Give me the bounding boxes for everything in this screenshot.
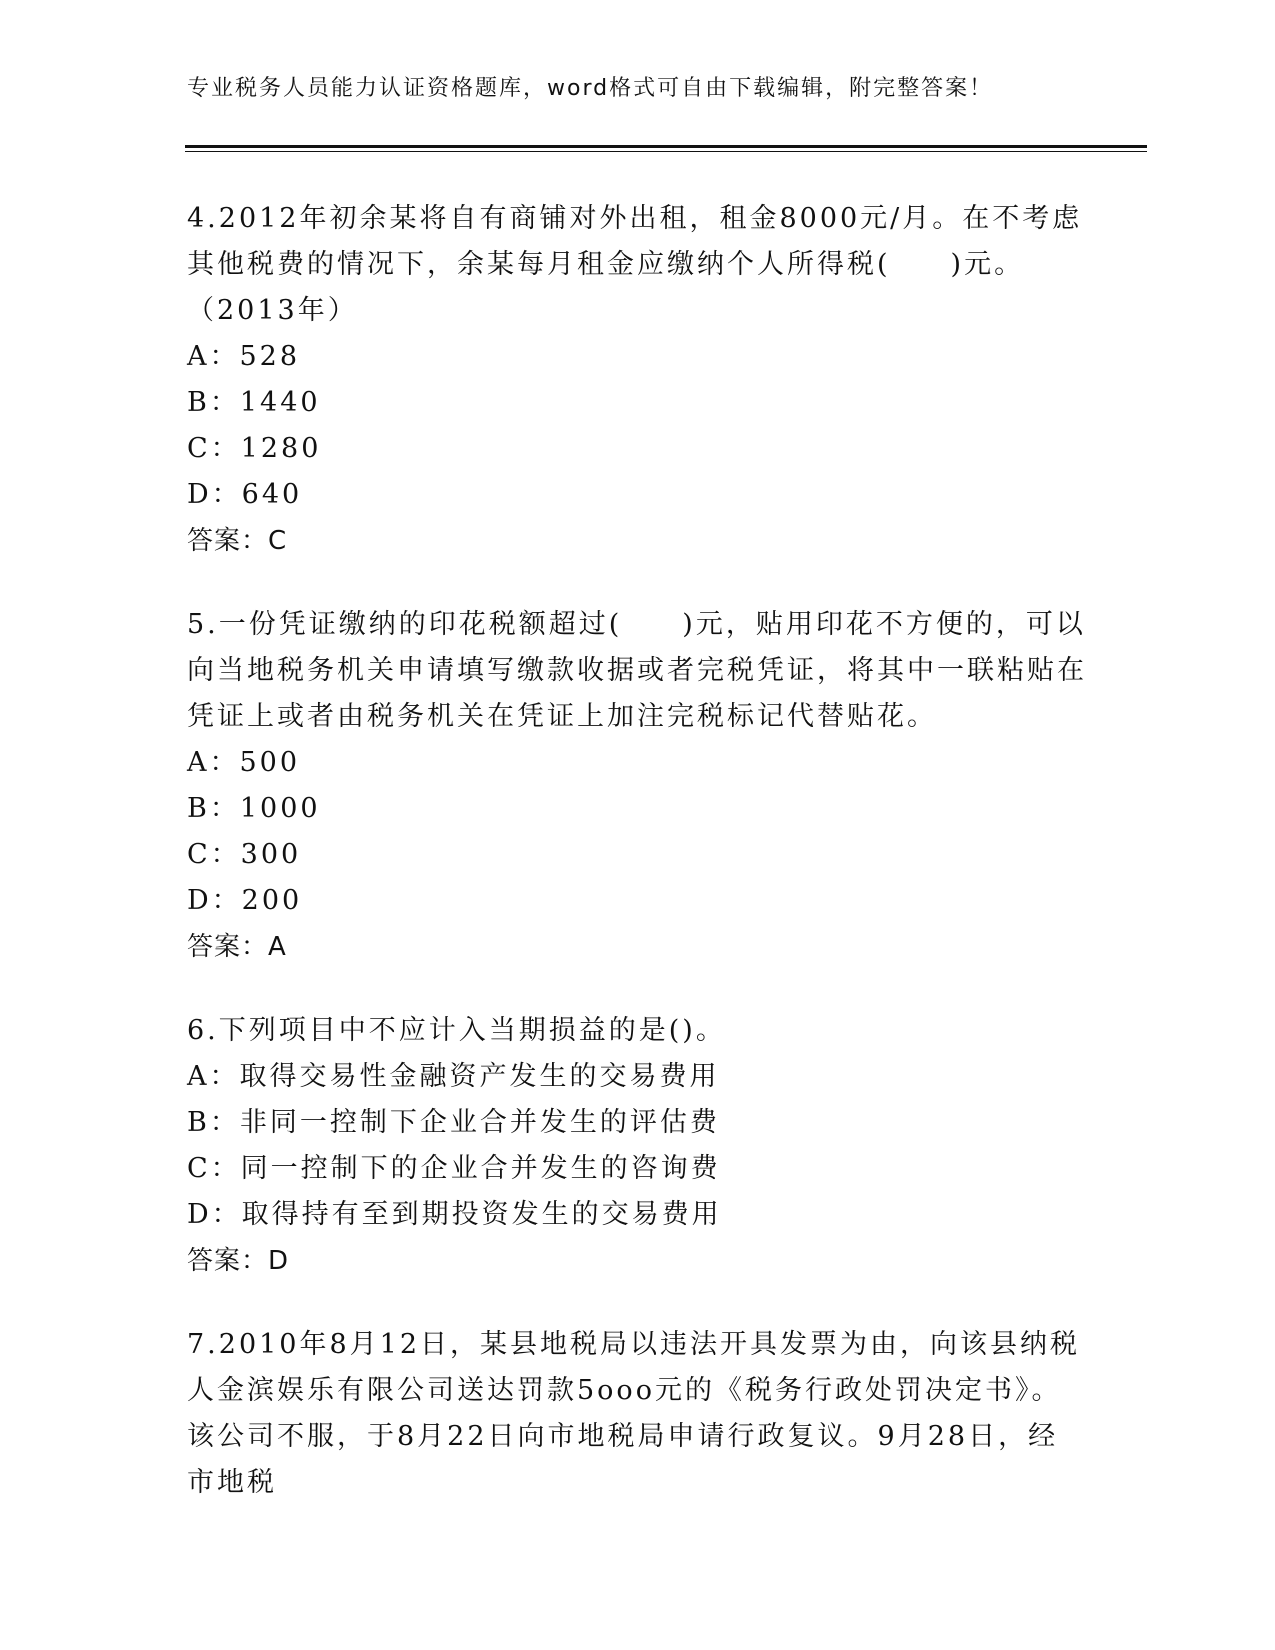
option-text: 同一控制下的企业合并发生的咨询费: [240, 1153, 721, 1184]
option-a: [187, 334, 1087, 380]
question-stem: 7.2010年8月12日，某县地税局以违法开具发票为由，向该县纳税人金滨娱乐有限公司送达罚款5ooo元的《税务行政处罚决定书》。该公司不服，于8月22日向市地税局申请行政复议。9月28日，经市地税: [187, 1329, 1081, 1498]
option-letter: A：: [187, 341, 240, 372]
option-letter: C：: [187, 839, 241, 870]
option-d: [187, 878, 1087, 924]
option-letter: B：: [187, 1107, 240, 1138]
option-c: [187, 1146, 1087, 1192]
option-letter: A：: [187, 747, 240, 778]
option-text: 取得交易性金融资产发生的交易费用: [239, 1061, 720, 1092]
option-text: 非同一控制下企业合并发生的评估费: [239, 1107, 720, 1138]
option-letter: C：: [187, 433, 241, 464]
option-text: 1000: [239, 793, 321, 824]
answer: 答案：A: [187, 932, 287, 962]
option-letter: B：: [187, 793, 240, 824]
option-text: 640: [241, 479, 303, 510]
answer: 答案：C: [187, 526, 288, 556]
option-letter: A：: [187, 1061, 240, 1092]
option-b: [187, 1100, 1087, 1146]
option-letter: D：: [187, 885, 242, 916]
option-text: 500: [239, 747, 301, 778]
option-text: 200: [241, 885, 303, 916]
answer: 答案：D: [187, 1246, 290, 1276]
option-c: [187, 832, 1087, 878]
option-letter: D：: [187, 1199, 242, 1230]
question-stem: 5.一份凭证缴纳的印花税额超过( )元，贴用印花不方便的，可以向当地税务机关申请填写缴款收据或者完税凭证，将其中一联粘贴在凭证上或者由税务机关在凭证上加注完税标记代替贴花。: [187, 609, 1087, 732]
question-4: [187, 196, 1087, 564]
question-stem: 4.2012年初余某将自有商铺对外出租，租金8000元/月。在不考虑其他税费的情况下，余某每月租金应缴纳个人所得税( )元。（2013年）: [187, 203, 1083, 326]
option-a: [187, 740, 1087, 786]
option-text: 1440: [239, 387, 321, 418]
option-letter: B：: [187, 387, 240, 418]
option-a: [187, 1054, 1087, 1100]
option-text: 528: [239, 341, 301, 372]
option-letter: C：: [187, 1153, 241, 1184]
option-c: [187, 426, 1087, 472]
option-letter: D：: [187, 479, 242, 510]
option-d: [187, 1192, 1087, 1238]
question-stem: 6.下列项目中不应计入当期损益的是()。: [187, 1015, 726, 1046]
option-b: [187, 786, 1087, 832]
page-header: 专业税务人员能力认证资格题库，word格式可自由下载编辑，附完整答案！: [187, 76, 994, 101]
question-5: [187, 602, 1087, 970]
option-text: 取得持有至到期投资发生的交易费用: [241, 1199, 722, 1230]
question-7: [187, 1322, 1087, 1506]
option-d: [187, 472, 1087, 518]
header-divider: [185, 145, 1147, 152]
option-text: 300: [240, 839, 302, 870]
question-6: [187, 1008, 1087, 1284]
option-b: [187, 380, 1087, 426]
option-text: 1280: [240, 433, 322, 464]
